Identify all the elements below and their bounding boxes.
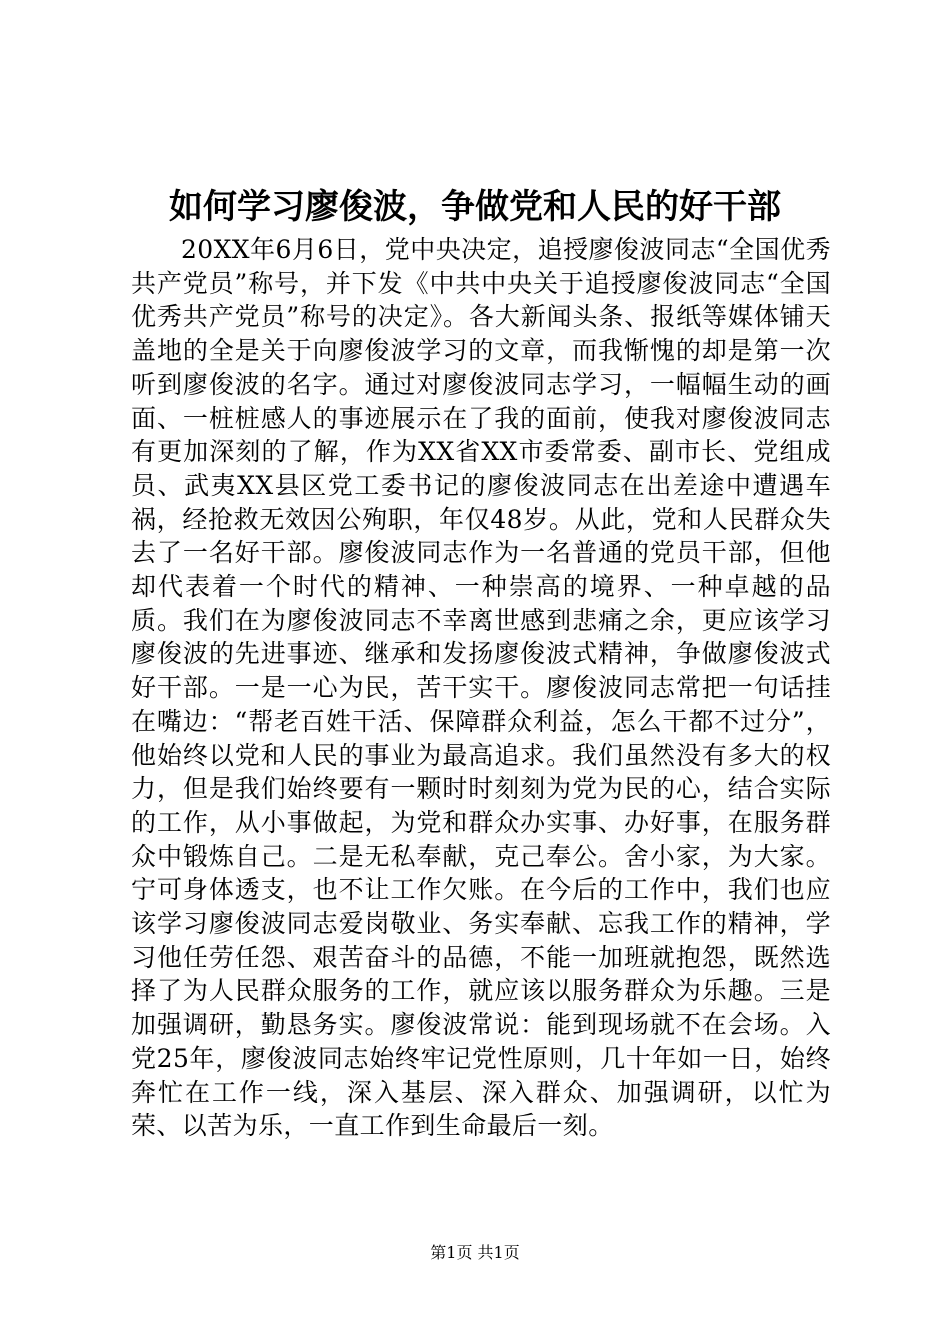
document-body: 20XX年6月6日，党中央决定，追授廖俊波同志“全国优秀共产党员”称号，并下发《中共中央关于追授廖俊波同志“全国优秀共产党员”称号的决定》。各大新闻头条、报纸等媒体铺天盖地的全是关于向廖俊波学习的文章，而我惭愧的却是第一次听到廖俊波的名字。通过对廖俊波同志学习，一幅幅生动的画面、一桩桩感人的事迹展示在了我的面前，使我对廖俊波同志有更加深刻的了解，作为XX省XX市委常委、副市长、党组成员、武夷XX县区党工委书记的廖俊波同志在出差途中遭遇车祸，经抢救无效因公殉职，年仅48岁。从此，党和人民群众失去了一名好干部。廖俊波同志作为一名普通的党员干部，但他却代表着一个时代的精神、一种崇高的境界、一种卓越的品质。我们在为廖俊波同志不幸离世感到悲痛之余，更应该学习廖俊波的先进事迹、继承和发扬廖俊波式精神，争做廖俊波式好干部。一是一心为民，苦干实干。廖俊波同志常把一句话挂在嘴边：“帮老百姓干活、保障群众利益，怎么干都不过分”，他始终以党和人民的事业为最高追求。我们虽然没有多大的权力，但是我们始终要有一颗时时刻刻为党为民的心，结合实际的工作，从小事做起，为党和群众办实事、办好事，在服务群众中锻炼自己。二是无私奉献，克己奉公。舍小家，为大家。宁可身体透支，也不让工作欠账。在今后的工作中，我们也应该学习廖俊波同志爱岗敬业、务实奉献、忘我工作的精神，学习他任劳任怨、艰苦奋斗的品德，不能一加班就抱怨，既然选择了为人民群众服务的工作，就应该以服务群众为乐趣。三是加强调研，勤恳务实。廖俊波常说：能到现场就不在会场。入党25年，廖俊波同志始终牢记党性原则，几十年如一日，始终奔忙在工作一线，深入基层、深入群众、加强调研，以忙为荣、以苦为乐，一直工作到生命最后一刻。 (131, 235, 831, 1141)
document-title: 如何学习廖俊波，争做党和人民的好干部 (169, 187, 781, 227)
page-number-footer: 第1页 共1页 (430, 1243, 520, 1262)
